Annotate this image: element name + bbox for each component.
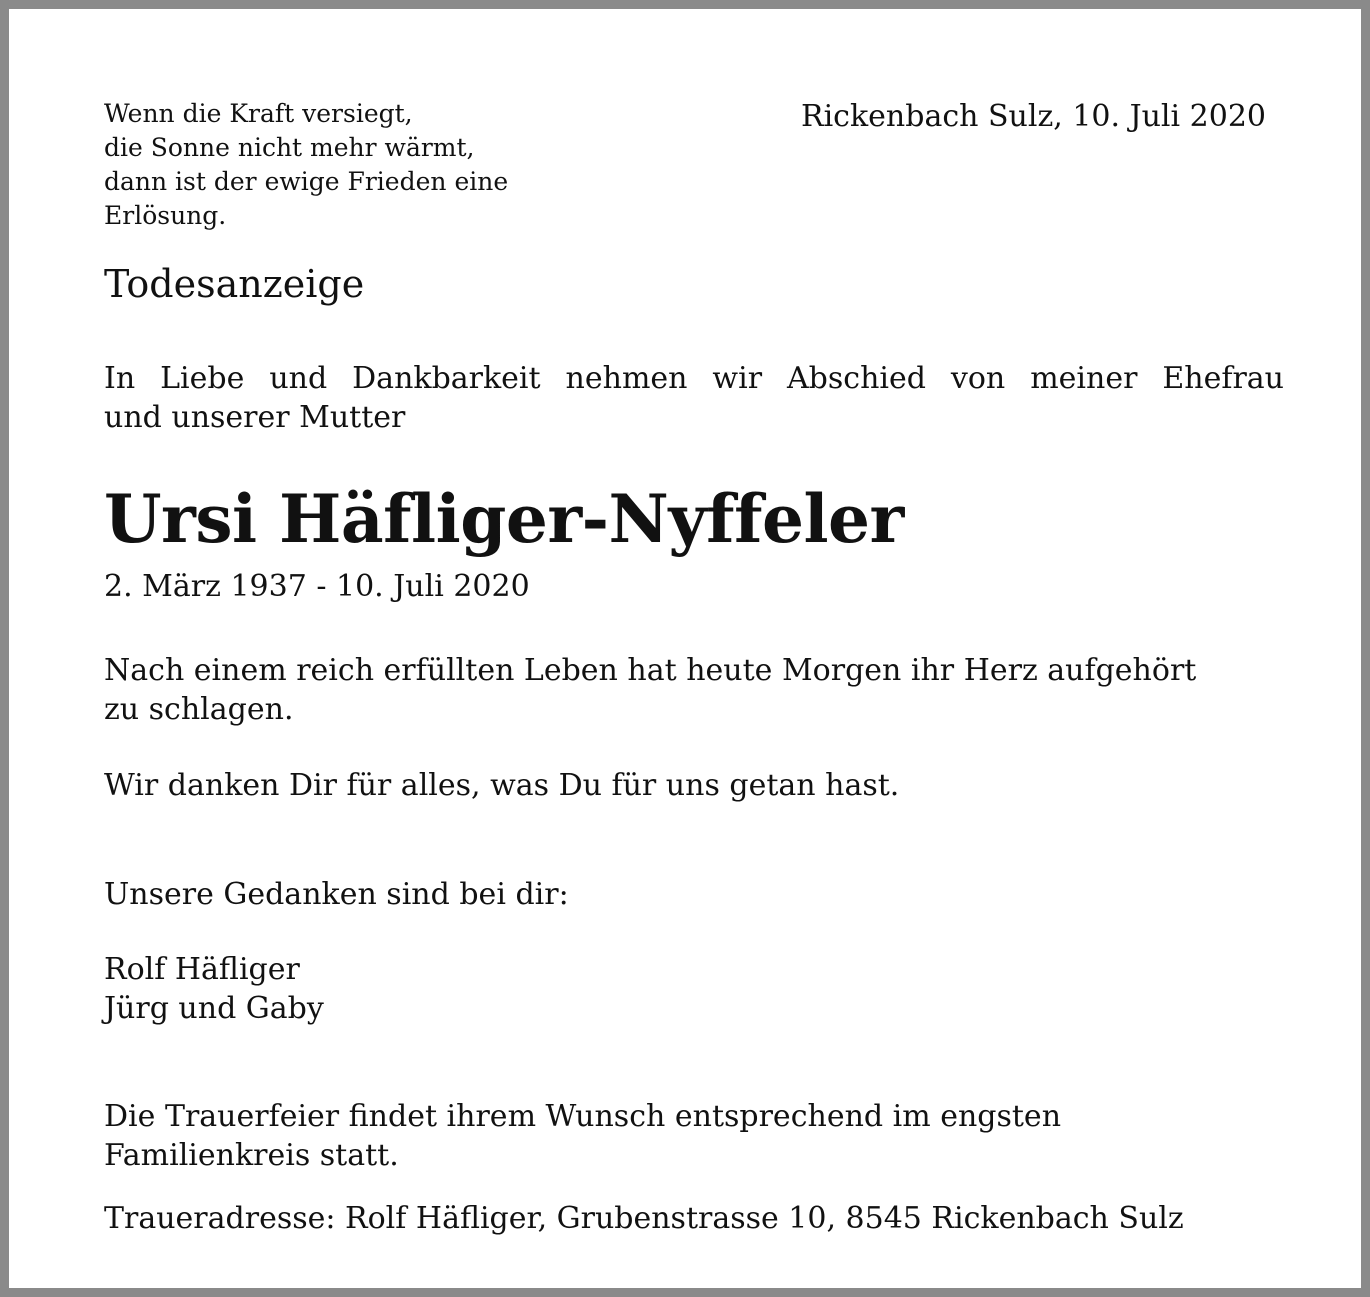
funeral-line: Die Trauerfeier findet ihrem Wunsch entsprechend im engsten [104, 1099, 1062, 1134]
intro-line: In Liebe und Dankbarkeit nehmen wir Abschied von meiner Ehefrau [104, 361, 1284, 396]
mourning-address: Traueradresse: Rolf Häfliger, Grubenstrasse 10, 8545 Rickenbach Sulz [104, 1201, 1184, 1236]
notice-heading: Todesanzeige [104, 262, 365, 306]
poem-line: die Sonne nicht mehr wärmt, [104, 133, 475, 162]
mourner-name: Rolf Häfliger [104, 952, 300, 987]
poem-line: dann ist der ewige Frieden eine [104, 167, 509, 196]
mourners-list [104, 950, 1284, 1028]
poem-line: Wenn die Kraft versiegt, [104, 99, 413, 128]
thoughts-text: Unsere Gedanken sind bei dir: [104, 877, 569, 912]
message-text [104, 651, 1284, 729]
life-dates: 2. März 1937 - 10. Juli 2020 [104, 569, 530, 604]
funeral-line: Familienkreis statt. [104, 1138, 399, 1173]
message-line: zu schlagen. [104, 692, 294, 727]
mourner-name: Jürg und Gaby [104, 991, 324, 1026]
deceased-name: Ursi Häfliger-Nyffeler [104, 480, 904, 558]
thanks-text: Wir danken Dir für alles, was Du für uns getan hast. [104, 768, 900, 803]
message-line: Nach einem reich erfüllten Leben hat heute Morgen ihr Herz aufgehört [104, 653, 1197, 688]
intro-text [104, 359, 1284, 437]
poem-line: Erlösung. [104, 201, 227, 230]
place-date: Rickenbach Sulz, 10. Juli 2020 [801, 99, 1266, 134]
poem [104, 97, 624, 233]
funeral-text [104, 1097, 1284, 1175]
intro-line: und unserer Mutter [104, 400, 406, 435]
